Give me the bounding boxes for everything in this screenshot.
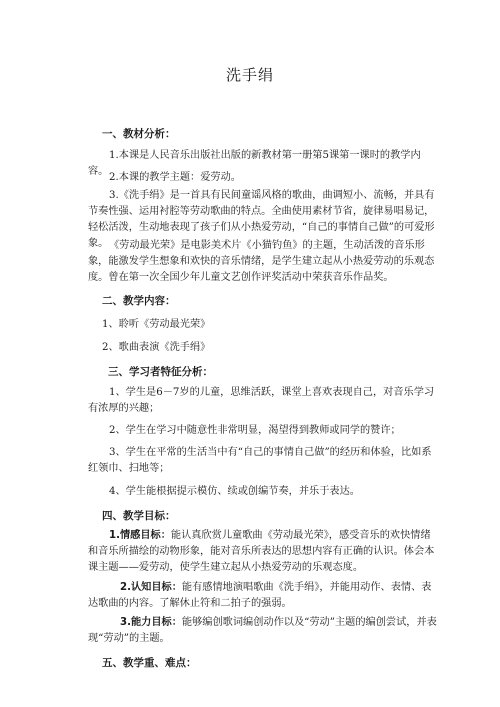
paragraph: 《劳动最光荣》是电影美术片《小猫钓鱼》的主题，生动活泼的音乐形象，能激发学生想象和欢快的音乐情绪，是学生建立起从小热爱劳动的乐观态度。曾在第一次全国少年儿童文艺创作评奖活动中荣获音乐作品奖。 (88, 240, 435, 283)
paragraph: 1、学生是6－7岁的儿童，思维活跃，课堂上喜欢表现自己，对音乐学习有浓厚的兴趣； (88, 387, 435, 414)
goal-text: 能够编创歌词编创动作以及“劳动”主题的编创尝试，并表现“劳动”的主题。 (88, 617, 437, 644)
goal-label: 2.认知目标： (120, 582, 182, 593)
goal-paragraph (88, 615, 440, 647)
section-heading-1: 一、教材分析： (102, 128, 176, 140)
goal-text: 能认真欣赏儿童歌曲《劳动最光荣》，感受音乐的欢快情绪和音乐所描绘的动物形象，能对音乐所表达的思想内容有正确的认识。体会本课主题——爱劳动，使学生建立起从小热爱劳动的乐观态度。 (88, 530, 435, 573)
section-heading-5: 五、教学重、难点： (102, 657, 197, 669)
goal-label: 3.能力目标： (120, 617, 182, 628)
goal-label: 1.情感目标： (109, 530, 171, 541)
section-heading-4: 四、教学目标： (102, 510, 176, 522)
section-heading-2: 二、教学内容： (102, 295, 176, 307)
section-heading-3: 三、学习者特征分析： (108, 366, 213, 378)
paragraph: 1.本课是人民音乐出版社出版的新教材第一册第5课第一课时的教学内容。 (88, 150, 421, 177)
paragraph: 3.《洗手绢》是一首具有民间童谣风格的歌曲，曲调短小、流畅，并具有节奏性强、运用衬腔等劳动歌曲的特点。全曲使用素材节省，旋律易唱易记，轻松活泼，生动地表现了孩子们从小热爱劳动，“自己的事情自己做”的可爱形象。 (88, 190, 435, 249)
paragraph: 2、学生在学习中随意性非常明显，渴望得到教师或同学的赞许； (109, 425, 401, 436)
list-item: 1、聆听《劳动最光荣》 (102, 319, 211, 330)
paragraph: 3、学生在平常的生活当中有“自己的事情自己做”的经历和体验，比如系红领巾、扫地等； (88, 447, 432, 474)
list-item: 2、歌曲表演《洗手绢》 (102, 342, 211, 353)
goal-text: 能有感情地演唱歌曲《洗手绢》，并能用动作、表情、表达歌曲的内容。了解休止符和二拍子的强弱。 (88, 582, 432, 609)
page-title: 洗手绢 (225, 66, 274, 84)
paragraph: 4、学生能根据提示模仿、续或创编节奏，并乐于表达。 (109, 486, 360, 497)
paragraph: 2.本课的教学主题：爱劳动。 (109, 172, 241, 183)
goal-paragraph (88, 528, 440, 576)
goal-paragraph (88, 580, 440, 612)
